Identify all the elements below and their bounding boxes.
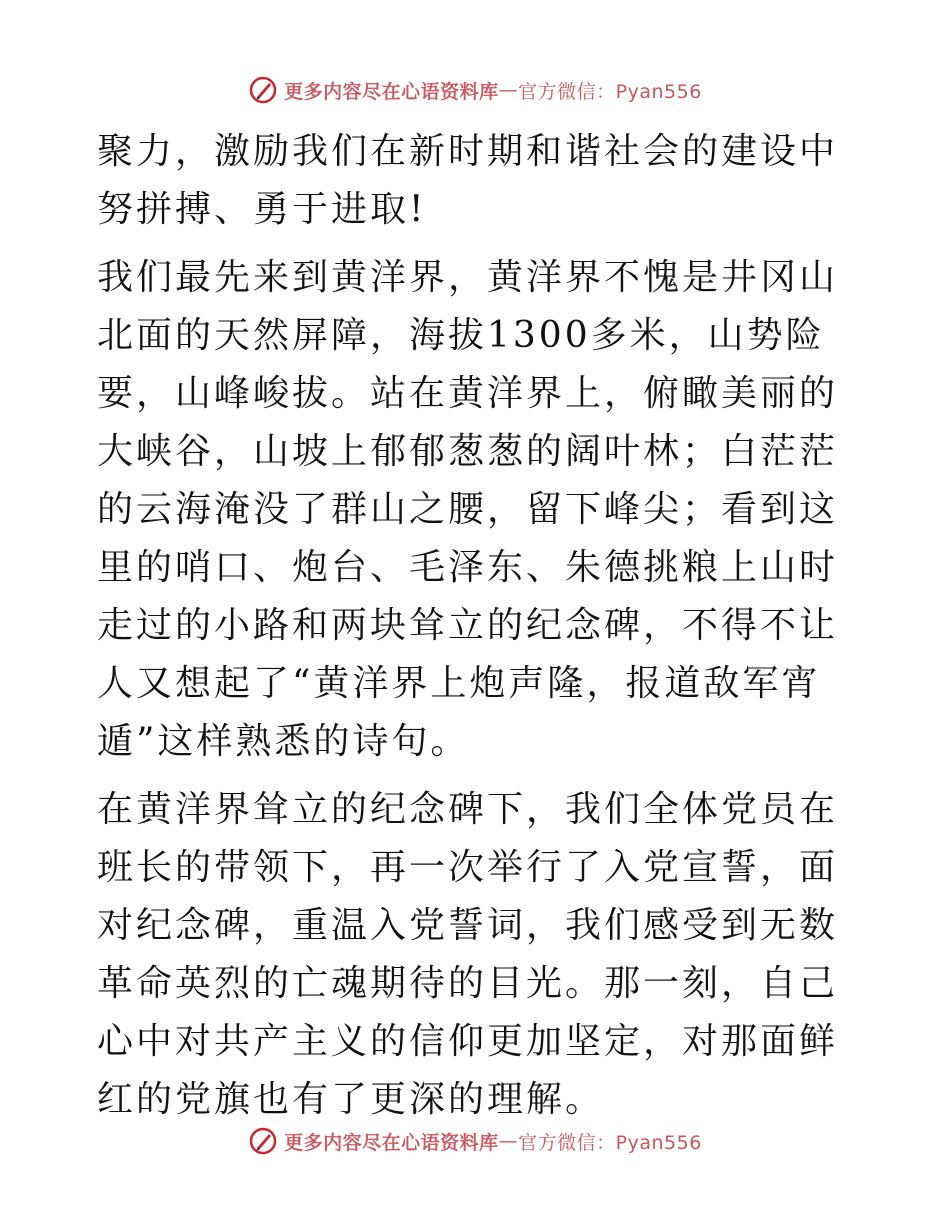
paragraph-1: 聚力，激励我们在新时期和谐社会的建设中努拼搏、勇于进取! bbox=[97, 131, 839, 230]
watermark-main-text: 更多内容尽在心语资料库 bbox=[284, 80, 499, 103]
watermark-main-text: 更多内容尽在心语资料库 bbox=[284, 1131, 499, 1154]
watermark-separator: — bbox=[498, 79, 519, 101]
header-watermark bbox=[0, 70, 950, 110]
paragraph-2: 我们最先来到黄洋界，黄洋界不愧是井冈山北面的天然屏障，海拔1300多米，山势险要，山峰峻拔。站在黄洋界上，俯瞰美丽的大峡谷，山坡上郁郁葱葱的阔叶林；白茫茫的云海淹没了群山之腰，留下峰尖；看到这里的哨口、炮台、毛泽东、朱德挑粮上山时走过的小路和两块耸立的纪念碑，不得不让人又想起了“黄洋界上炮声隆，报道敌军宵遁”这样熟悉的诗句。 bbox=[97, 257, 839, 762]
quill-logo-icon bbox=[248, 75, 278, 105]
document-body bbox=[97, 123, 857, 1129]
watermark-separator: — bbox=[498, 1130, 519, 1152]
paragraph-3: 在黄洋界耸立的纪念碑下，我们全体党员在班长的带领下，再一次举行了入党宣誓，面对纪念碑，重温入党誓词，我们感受到无数革命英烈的亡魂期待的目光。那一刻，自己心中对共产主义的信仰更加坚定，对那面鲜红的党旗也有了更深的理解。 bbox=[97, 789, 839, 1120]
footer-watermark bbox=[0, 1121, 950, 1161]
watermark-sub-text: 官方微信：Pyan556 bbox=[518, 1131, 702, 1154]
watermark-sub-text: 官方微信：Pyan556 bbox=[518, 80, 702, 103]
quill-logo-icon bbox=[248, 1126, 278, 1156]
